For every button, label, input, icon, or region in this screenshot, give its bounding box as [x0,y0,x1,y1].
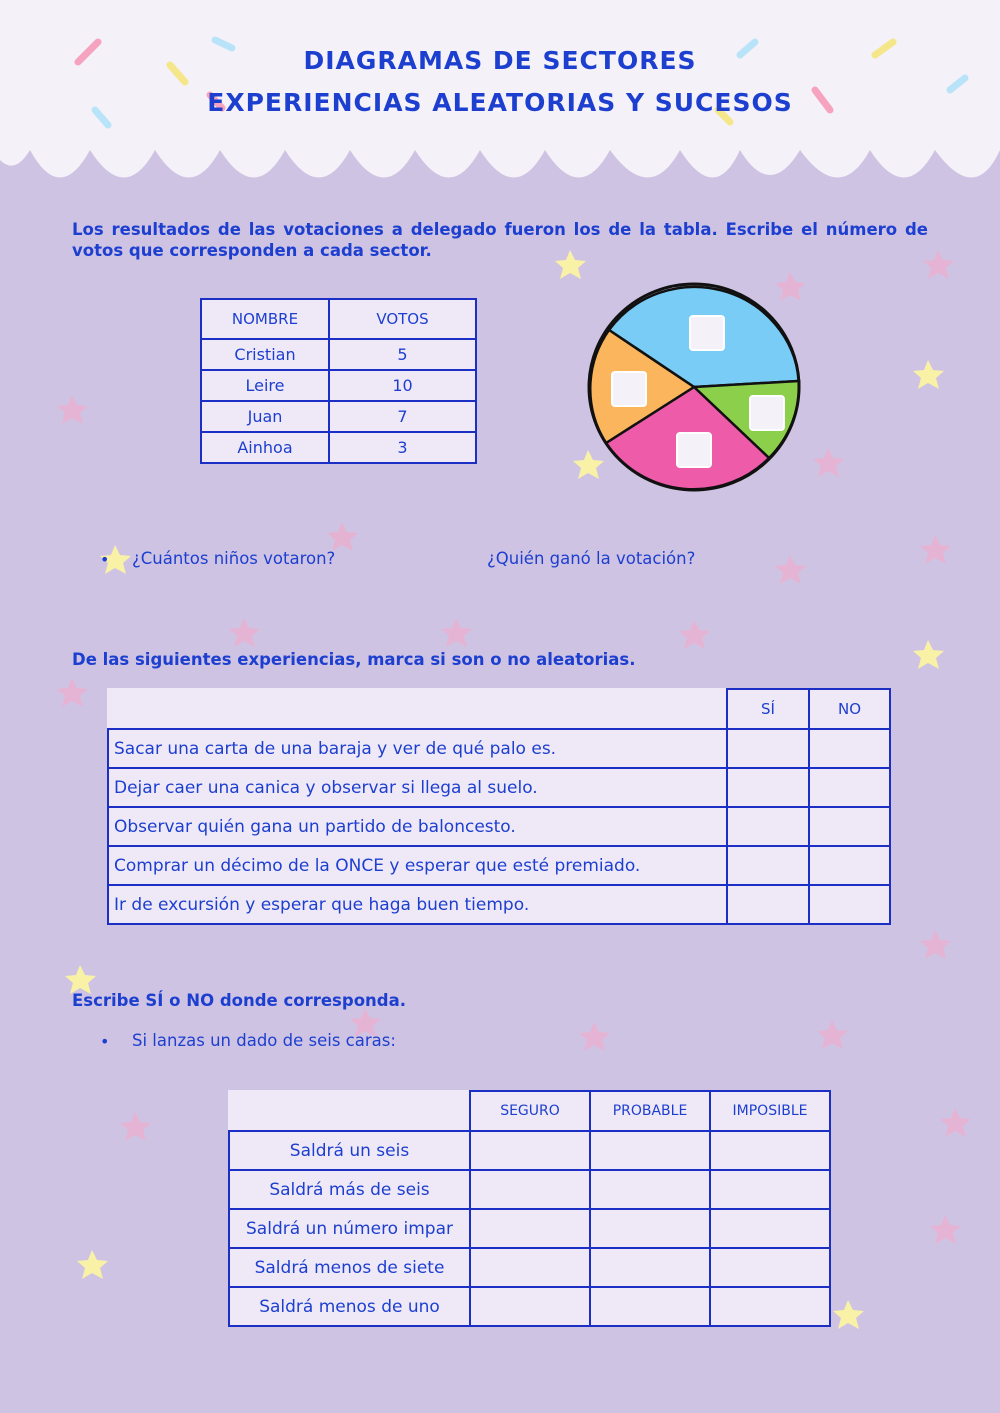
si-checkbox[interactable] [727,807,809,846]
name-cell: Leire [201,370,329,401]
probable-cell[interactable] [590,1248,710,1287]
experience-text: Comprar un décimo de la ONCE y esperar que esté premiado. [108,846,727,885]
table-row [108,768,890,807]
instruction-votes: Los resultados de las votaciones a delegado fueron los de la tabla. Escribe el número de votos que corresponden a cada sector. [72,220,928,260]
instruction-dice: Escribe SÍ o NO donde corresponda. [72,991,406,1010]
name-cell: Juan [201,401,329,432]
probable-cell[interactable] [590,1287,710,1326]
answer-box-green[interactable] [749,395,785,431]
page-title-line1: DIAGRAMAS DE SECTORES [303,46,697,75]
si-checkbox[interactable] [727,846,809,885]
answer-box-pink[interactable] [676,432,712,468]
dice-statement: Si lanzas un dado de seis caras: [132,1031,396,1050]
instruction-random: De las siguientes experiencias, marca si son o no aleatorias. [72,650,636,669]
votes-cell: 7 [329,401,476,432]
probable-cell[interactable] [590,1170,710,1209]
header-votos: VOTOS [329,299,476,339]
votes-cell: 10 [329,370,476,401]
imposible-cell[interactable] [710,1248,830,1287]
si-checkbox[interactable] [727,729,809,768]
dice-event: Saldrá un seis [229,1131,470,1170]
table-row [229,1170,830,1209]
header-si: SÍ [727,689,809,729]
bullet-icon: • [100,1032,110,1051]
table-row [229,1287,830,1326]
table-row [108,846,890,885]
seguro-cell[interactable] [470,1209,590,1248]
header-probable: PROBABLE [590,1091,710,1131]
table-row [229,1248,830,1287]
dice-event: Saldrá menos de siete [229,1248,470,1287]
votes-table [200,298,477,464]
experience-text: Observar quién gana un partido de baloncesto. [108,807,727,846]
dice-event: Saldrá más de seis [229,1170,470,1209]
no-checkbox[interactable] [809,768,890,807]
table-row [201,432,476,463]
seguro-cell[interactable] [470,1248,590,1287]
si-checkbox[interactable] [727,768,809,807]
table-row [201,401,476,432]
header-imposible: IMPOSIBLE [710,1091,830,1131]
dice-event: Saldrá un número impar [229,1209,470,1248]
probable-cell[interactable] [590,1209,710,1248]
experience-text: Sacar una carta de una baraja y ver de qué palo es. [108,729,727,768]
imposible-cell[interactable] [710,1287,830,1326]
table-row [201,370,476,401]
imposible-cell[interactable] [710,1209,830,1248]
imposible-cell[interactable] [710,1131,830,1170]
experience-text: Dejar caer una canica y observar si llega al suelo. [108,768,727,807]
bullet-icon: • [100,550,110,569]
no-checkbox[interactable] [809,846,890,885]
imposible-cell[interactable] [710,1170,830,1209]
seguro-cell[interactable] [470,1170,590,1209]
si-checkbox[interactable] [727,885,809,924]
votes-cell: 3 [329,432,476,463]
no-checkbox[interactable] [809,729,890,768]
experience-text: Ir de excursión y esperar que haga buen tiempo. [108,885,727,924]
dice-event: Saldrá menos de uno [229,1287,470,1326]
no-checkbox[interactable] [809,885,890,924]
dice-table [228,1090,831,1327]
header-empty [229,1091,470,1131]
table-row [108,807,890,846]
random-experiences-table [107,688,891,925]
table-row [108,729,890,768]
table-row [229,1209,830,1248]
votes-cell: 5 [329,339,476,370]
table-row [108,885,890,924]
table-row [229,1131,830,1170]
name-cell: Cristian [201,339,329,370]
table-row [201,339,476,370]
question-winner: ¿Quién ganó la votación? [487,549,696,568]
seguro-cell[interactable] [470,1287,590,1326]
name-cell: Ainhoa [201,432,329,463]
probable-cell[interactable] [590,1131,710,1170]
page-title-line2: EXPERIENCIAS ALEATORIAS Y SUCESOS [207,88,793,117]
seguro-cell[interactable] [470,1131,590,1170]
question-total-votes: ¿Cuántos niños votaron? [132,549,336,568]
header-empty [108,689,727,729]
no-checkbox[interactable] [809,807,890,846]
header-seguro: SEGURO [470,1091,590,1131]
answer-box-blue[interactable] [689,315,725,351]
answer-box-orange[interactable] [611,371,647,407]
header-nombre: NOMBRE [201,299,329,339]
header-no: NO [809,689,890,729]
